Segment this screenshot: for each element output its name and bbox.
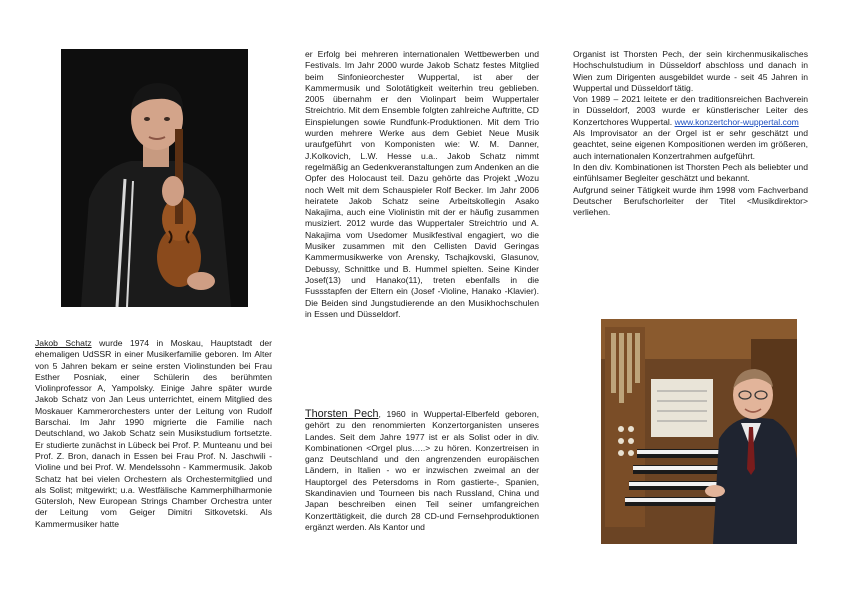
pech-paragraph-2-text: Von 1989 – 2021 leitete er den traditionsreichen Bachverein in Düsseldorf, 2003 wurde er künstlerischer Leiter des Konzertchores Wuppertal. (573, 94, 808, 127)
organist-photo (601, 319, 797, 544)
jakob-schatz-bio-continued (305, 49, 539, 359)
pech-paragraph-4: In den div. Kombinationen ist Thorsten Pech als beliebter und einfühlsamer Begleiter geschätzt und bekannt. (573, 161, 808, 184)
thorsten-pech-name: Thorsten Pech (305, 408, 379, 420)
jakob-schatz-bio (35, 338, 272, 553)
violinist-photo (61, 49, 248, 307)
pech-paragraph-2 (573, 94, 808, 128)
pech-paragraph-3: Als Improvisator an der Orgel ist er sehr geschätzt und geachtet, seine eigenen Kompositionen werden im größeren, auch internationalen Konzertrahmen aufgeführt. (573, 128, 808, 161)
pech-paragraph-1: Organist ist Thorsten Pech, der sein kirchenmusikalisches Hochschulstudium in Düsseldorf abschloss und danach in Wien zum Dirigenten ausgebildet wurde - seit 45 Jahren in Wuppertal und Düsseldorf tätig. (573, 49, 808, 93)
thorsten-pech-bio (305, 409, 539, 549)
jakob-schatz-bio-text: wurde 1974 in Moskau, Hauptstadt der ehemaligen UdSSR in einer Musikerfamilie geboren. Im Alter von 5 Jahren bekam er seine ersten Violinstunden bei Frau Esther Posniak, einer Schülerin des berühmten Violinprofessor A, Yampolsky. Einige Jahre später wurde Jakob Schatz von Jan Leus unterrichtet, einem Mitglied des Moskauer Kammerorchesters unter der Leitung von Rudolf Barschai. Im Jahr 1990 migrierte die Familie nach Deutschland, wo Jakob Schatz sein Musikstudium fortsetzte. Er studierte zunächst in Lübeck bei Prof. P. Munteanu und bei Prof. Z. Bron, danach in Essen bei Frau Prof. N. Jaschwili - Violine und bei Prof. W. Mendelssohn - Kammermusik. Jakob Schatz hat bei vielen Orchestern als Orchestermitglied und als Solist; mitgewirkt; u.a. Westfälische Kammerphilharmonie Gütersloh, New European Strings Chamber Orchestra unter der Leitung vom Geiger Dimitri Sitkovetski. Als Kammermusiker hatte (35, 338, 272, 529)
thorsten-pech-bio-continued (573, 49, 808, 264)
pech-paragraph-5: Aufgrund seiner Tätigkeit wurde ihm 1998 vom Fachverband Deutscher Berufschorleiter der Titel <Musikdirektor> verliehen. (573, 184, 808, 218)
jakob-schatz-bio-continued-text: er Erfolg bei mehreren internationalen Wettbewerben und Festivals. Im Jahr 2000 wurde Jakob Schatz festes Mitglied beim Sinfonieorchester Wuppertal, ist aber der Kammermusik und Solotätigkeit weiterhin treu geblieben. 2005 übernahm er den Violinpart beim Wuppertaler Streichtrio. Mit dem Ensemble folgten zahlreiche Auftritte, CD Einspielungen sowie Rundfunk-Produktionen. Mit dem Trio wurden mehrere Werke aus dem Gebiet Neue Musik uraufgeführt von Komponisten wie: W. M. Danner, J.Kolkovich, L.W. Hesse u.a.. Jakob Schatz nimmt regelmäßig an Gedenkveranstaltungen zum Andenken an die Opfer des Holocaust teil. Dazu gehörte das Projekt „Wozu noch Welt mit dem Schauspieler Rolf Becker. Im Jahr 2006 heiratete Jakob Schatz seine Arbeitskollegin Asako Nakajima, auch eine Violinistin mit der er häufig zusammen musiziert. 2012 wurde das Wuppertaler Streichtrio und A. Nakajima vom Usedomer Musikfestival engagiert, wo die Musiker zusammen mit den Cellisten David Geringas Kammermusikwerke von Arensky, Tschajkovski, Glasunov, Debussy, Schnittke und B. Hummel spielten. Seine Kinder Josef(13) und Hanako(11), treten ebenfalls in die Fussstapfen der Eltern ein (Josef -Violine, Hanako -Klavier). Die Beiden sind Jungstudierende an den Musikhochschulen in Essen und Düsseldorf. (305, 49, 539, 319)
konzertchor-link[interactable]: www.konzertchor-wuppertal.com (674, 116, 799, 127)
thorsten-pech-bio-text: , 1960 in Wuppertal-Elberfeld geboren, gehört zu den renommierten Konzertorganisten unseres Landes. Seit dem Jahre 1977 ist er als Solist oder in div. Kombinationen <Orgel plus…..> zu hören. Konzertreisen in ganz Deutschland und den angrenzenden europäischen Ländern, in Italien - wo er inzwischen zweimal an der Hauptorgel des Petersdoms in Rom gastierte-, Spanien, Skandinavien und Tourneen bis nach Russland, China und Japan beschreiben einen Teil seiner umfangreichen Konzerttätigkeit, die durch 28 CD-und Fernsehproduktionen ergänzt werden. Als Kantor und (305, 409, 539, 532)
jakob-schatz-name: Jakob Schatz (35, 338, 92, 348)
